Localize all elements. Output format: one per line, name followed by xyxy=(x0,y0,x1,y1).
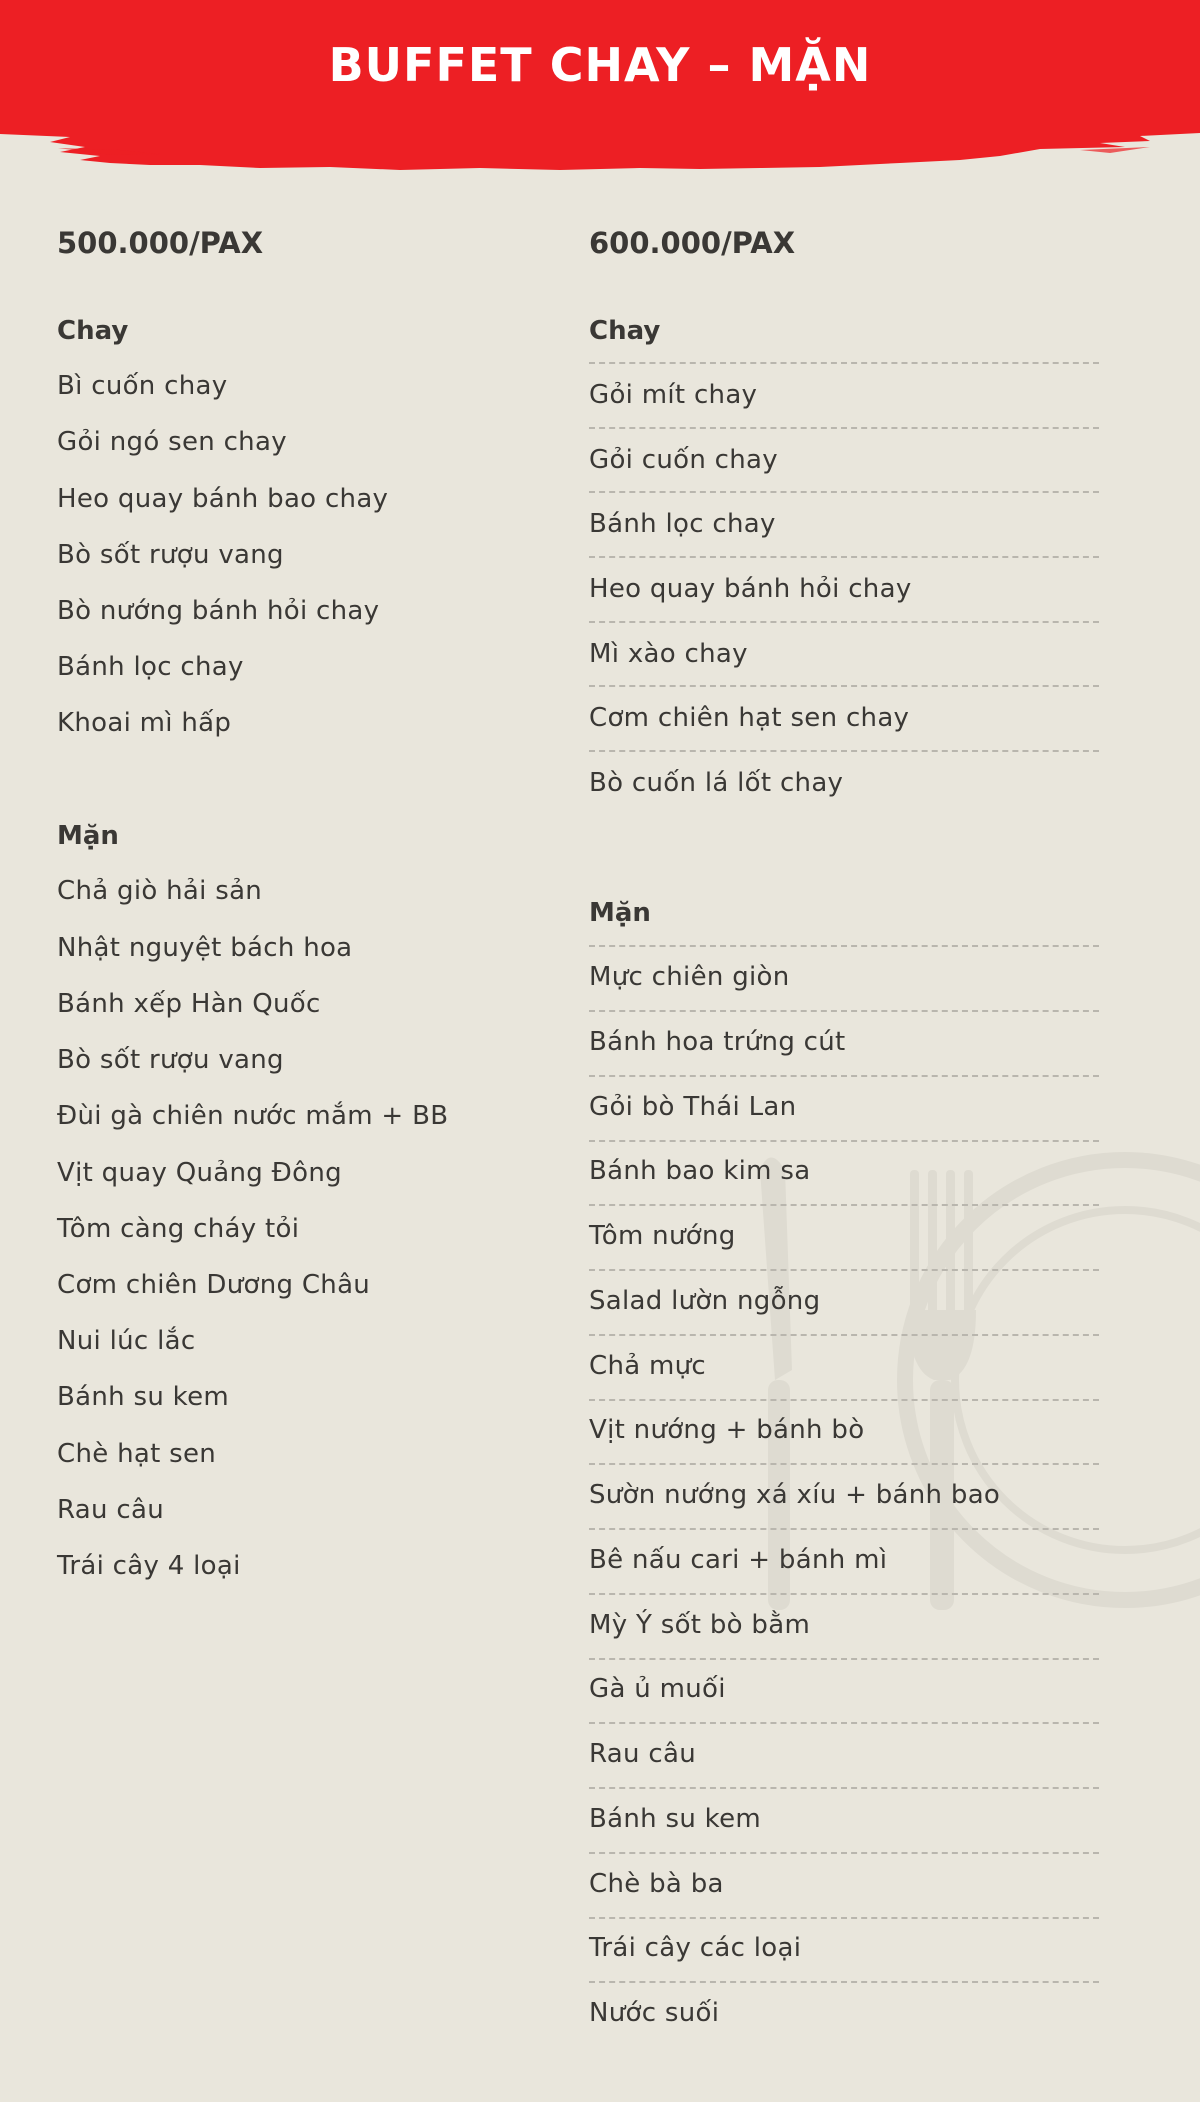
menu-600-chay-item: Cơm chiên hạt sen chay xyxy=(589,703,910,733)
menu-600-chay-item: Gỏi mít chay xyxy=(589,380,758,410)
dashed-divider xyxy=(589,427,1099,429)
dashed-divider xyxy=(589,685,1099,687)
menu-500-chay-item: Bò nướng bánh hỏi chay xyxy=(57,596,380,626)
menu-600-man-item: Gỏi bò Thái Lan xyxy=(589,1092,797,1122)
menu-600-man-item: Gà ủ muối xyxy=(589,1674,726,1704)
menu-500-chay-item: Bò sốt rượu vang xyxy=(57,540,284,570)
menu-600-chay-title: Chay xyxy=(589,316,661,346)
dashed-divider xyxy=(589,621,1099,623)
dashed-divider xyxy=(589,1140,1099,1142)
menu-600-man-item: Bánh su kem xyxy=(589,1804,762,1834)
menu-500-man-item: Bò sốt rượu vang xyxy=(57,1045,284,1075)
menu-600-man-item: Mỳ Ý sốt bò bằm xyxy=(589,1610,811,1640)
menu-500-man-item: Trái cây 4 loại xyxy=(57,1551,241,1581)
menu-600-chay-item: Gỏi cuốn chay xyxy=(589,445,778,475)
menu-600-man-item: Bánh bao kim sa xyxy=(589,1156,811,1186)
menu-600-man-item: Sườn nướng xá xíu + bánh bao xyxy=(589,1480,1001,1510)
menu-500-man-item: Nui lúc lắc xyxy=(57,1326,196,1356)
dashed-divider xyxy=(589,1334,1099,1336)
dashed-divider xyxy=(589,1010,1099,1012)
menu-500-price: 500.000/PAX xyxy=(57,226,264,260)
menu-500-chay-item: Gỏi ngó sen chay xyxy=(57,427,287,457)
menu-600-chay-item: Bánh lọc chay xyxy=(589,509,776,539)
menu-500-man-item: Vịt quay Quảng Đông xyxy=(57,1158,342,1188)
menu-600-man-item: Rau câu xyxy=(589,1739,696,1769)
menu-500-chay-item: Bánh lọc chay xyxy=(57,652,244,682)
menu-500-man-item: Bánh xếp Hàn Quốc xyxy=(57,989,321,1019)
menu-500-man-item: Tôm càng cháy tỏi xyxy=(57,1214,300,1244)
dashed-divider xyxy=(589,362,1099,364)
dashed-divider xyxy=(589,1852,1099,1854)
menu-600-chay-item: Heo quay bánh hỏi chay xyxy=(589,574,912,604)
menu-500-man-item: Rau câu xyxy=(57,1495,164,1525)
dashed-divider xyxy=(589,1399,1099,1401)
dashed-divider xyxy=(589,1787,1099,1789)
dashed-divider xyxy=(589,1981,1099,1983)
menu-600-man-item: Bê nấu cari + bánh mì xyxy=(589,1545,888,1575)
dashed-divider xyxy=(589,1917,1099,1919)
menu-600-man-item: Chả mực xyxy=(589,1351,707,1381)
dashed-divider xyxy=(589,750,1099,752)
menu-500-man-title: Mặn xyxy=(57,821,119,851)
menu-500-man-item: Chả giò hải sản xyxy=(57,876,263,906)
dashed-divider xyxy=(589,1463,1099,1465)
dashed-divider xyxy=(589,1204,1099,1206)
menu-600-man-item: Nước suối xyxy=(589,1998,720,2028)
menu-500-man-item: Đùi gà chiên nước mắm + BB xyxy=(57,1101,449,1131)
dashed-divider xyxy=(589,491,1099,493)
page-title: BUFFET CHAY – MẶN xyxy=(328,38,872,92)
dashed-divider xyxy=(589,1269,1099,1271)
dashed-divider xyxy=(589,1722,1099,1724)
dashed-divider xyxy=(589,1593,1099,1595)
menu-500-chay-title: Chay xyxy=(57,316,129,346)
menu-500-chay-item: Bì cuốn chay xyxy=(57,371,228,401)
header-banner xyxy=(0,0,1200,175)
dashed-divider xyxy=(589,1658,1099,1660)
menu-600-chay-item: Mì xào chay xyxy=(589,639,748,669)
menu-500-man-item: Nhật nguyệt bách hoa xyxy=(57,933,353,963)
menu-500-chay-item: Heo quay bánh bao chay xyxy=(57,484,389,514)
menu-600-man-item: Chè bà ba xyxy=(589,1869,724,1899)
menu-600-man-item: Trái cây các loại xyxy=(589,1933,802,1963)
menu-500-man-item: Cơm chiên Dương Châu xyxy=(57,1270,371,1300)
dashed-divider xyxy=(589,945,1099,947)
dashed-divider xyxy=(589,1528,1099,1530)
menu-600-man-item: Tôm nướng xyxy=(589,1221,736,1251)
menu-600-chay-item: Bò cuốn lá lốt chay xyxy=(589,768,844,798)
menu-500-man-item: Chè hạt sen xyxy=(57,1439,217,1469)
menu-600-man-item: Mực chiên giòn xyxy=(589,962,790,992)
dashed-divider xyxy=(589,556,1099,558)
dashed-divider xyxy=(589,1075,1099,1077)
menu-500-man-item: Bánh su kem xyxy=(57,1382,230,1412)
menu-600-man-item: Salad lườn ngỗng xyxy=(589,1286,821,1316)
menu-500-chay-item: Khoai mì hấp xyxy=(57,708,232,738)
menu-600-man-item: Bánh hoa trứng cút xyxy=(589,1027,846,1057)
menu-600-man-item: Vịt nướng + bánh bò xyxy=(589,1415,865,1445)
menu-600-price: 600.000/PAX xyxy=(589,226,796,260)
menu-600-man-title: Mặn xyxy=(589,898,651,928)
